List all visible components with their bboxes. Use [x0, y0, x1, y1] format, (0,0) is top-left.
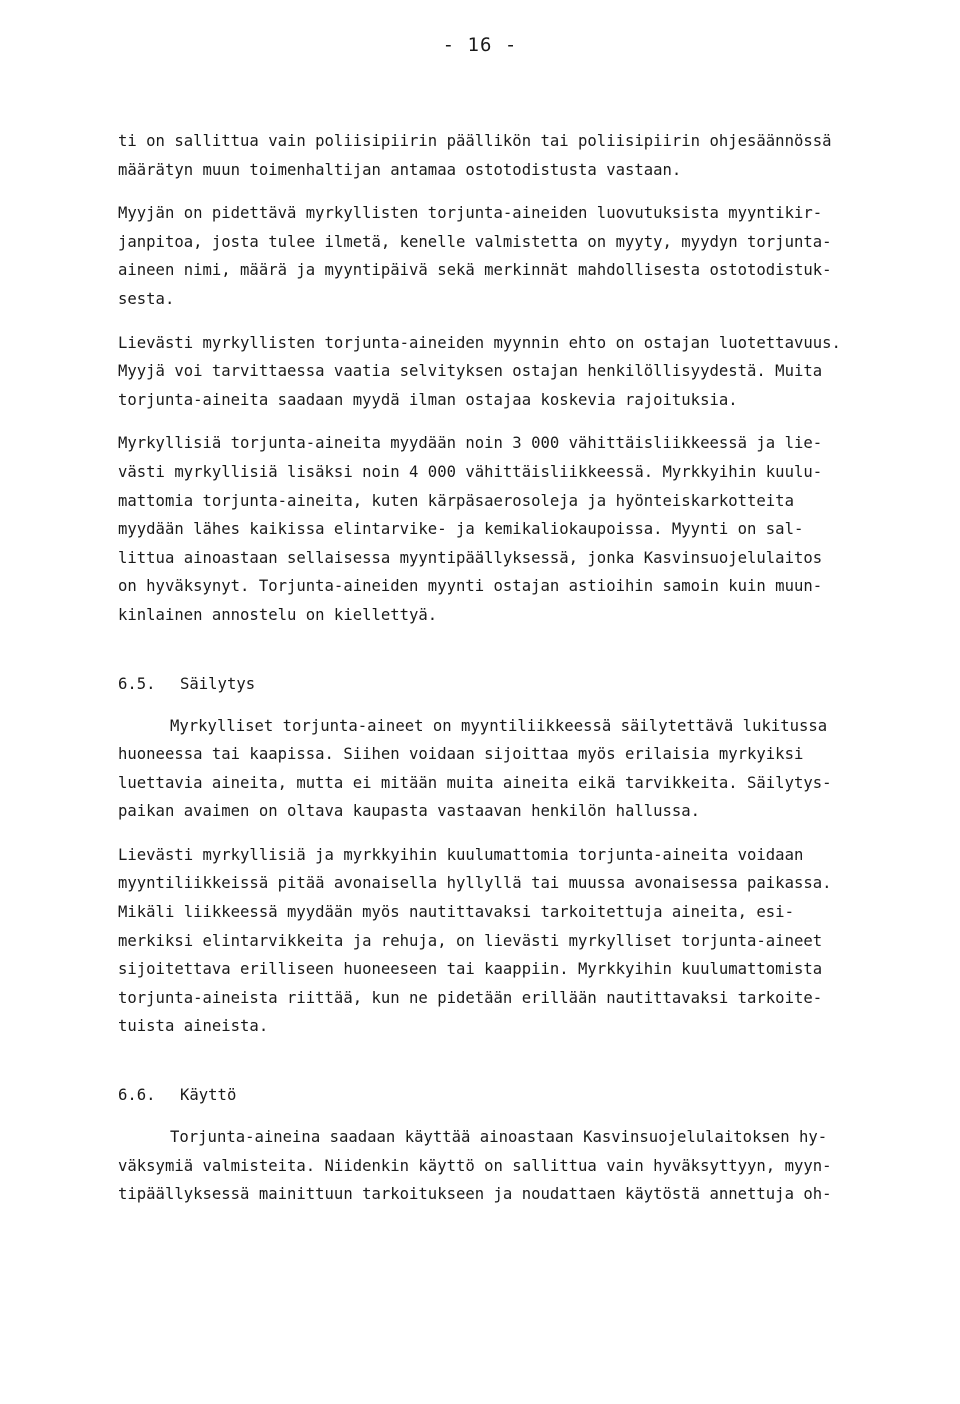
text-line: Lievästi myrkyllisten torjunta-aineiden myynnin ehto on ostajan luotettavuus. [118, 333, 841, 352]
text-line: tipäällyksessä mainittuun tarkoitukseen ja noudattaen käytöstä annettuja oh- [118, 1185, 832, 1204]
text-line: määrätyn muun toimenhaltijan antamaa ostotodistusta vastaan. [118, 160, 682, 179]
text-line: tuista aineista. [118, 1017, 269, 1036]
paragraph [118, 429, 918, 629]
text-line: Lievästi myrkyllisiä ja myrkkyihin kuulumattomia torjunta-aineita voidaan [118, 845, 804, 864]
text-line: Myrkylliset torjunta-aineet on myyntiliikkeessä säilytettävä lukitussa [170, 716, 828, 735]
text-line: Myrkyllisiä torjunta-aineita myydään noin 3 000 vähittäisliikkeessä ja lie- [118, 434, 823, 453]
text-line: sijoitettava erilliseen huoneeseen tai kaappiin. Myrkkyihin kuulumattomista [118, 960, 823, 979]
text-line: myyntiliikkeissä pitää avonaisella hyllyllä tai muussa avonaisessa paikassa. [118, 874, 832, 893]
text-line: paikan avaimen on oltava kaupasta vastaavan henkilön hallussa. [118, 802, 701, 821]
text-line: Myyjä voi tarvittaessa vaatia selvityksen ostajan henkilöllisyydestä. Muita [118, 362, 823, 381]
text-line: kinlainen annostelu on kiellettyä. [118, 605, 438, 624]
text-line: sesta. [118, 289, 175, 308]
paragraph [118, 841, 918, 1041]
section-number: 6.5. [118, 674, 156, 693]
text-line: myydään lähes kaikissa elintarvike- ja kemikaliokaupoissa. Myynti on sal- [118, 520, 804, 539]
text-line: on hyväksynyt. Torjunta-aineiden myynti ostajan astioihin samoin kuin muun- [118, 577, 823, 596]
text-line: aineen nimi, määrä ja myyntipäivä sekä merkinnät mahdollisesta ostotodistuk- [118, 261, 832, 280]
document-body [118, 127, 918, 1224]
text-line: janpitoa, josta tulee ilmetä, kenelle valmistetta on myyty, myydyn torjunta- [118, 232, 832, 251]
paragraph [118, 127, 918, 184]
page-number: - 16 - [442, 34, 518, 56]
paragraph [118, 712, 918, 826]
text-line: ti on sallittua vain poliisipiirin päällikön tai poliisipiirin ohjesäännössä [118, 132, 832, 150]
section-heading [118, 1081, 918, 1109]
text-line: mattomia torjunta-aineita, kuten kärpäsaerosoleja ja hyönteiskarkotteita [118, 491, 794, 510]
text-line: västi myrkyllisiä lisäksi noin 4 000 vähittäisliikkeessä. Myrkkyihin kuulu- [118, 462, 823, 481]
text-line: Torjunta-aineina saadaan käyttää ainoastaan Kasvinsuojelulaitoksen hy- [170, 1128, 828, 1147]
section-number: 6.6. [118, 1086, 156, 1105]
paragraph [118, 1123, 918, 1209]
section-title: Säilytys [180, 674, 256, 693]
text-line: luettavia aineita, mutta ei mitään muita aineita eikä tarvikkeita. Säilytys- [118, 773, 832, 792]
text-line: huoneessa tai kaapissa. Siihen voidaan sijoittaa myös erilaisia myrkyiksi [118, 745, 804, 764]
section-title: Käyttö [180, 1086, 237, 1105]
section-heading [118, 670, 918, 698]
text-line: merkiksi elintarvikkeita ja rehuja, on lievästi myrkylliset torjunta-aineet [118, 931, 823, 950]
text-line: torjunta-aineista riittää, kun ne pidetään erillään nautittavaksi tarkoite- [118, 988, 823, 1007]
text-line: littua ainoastaan sellaisessa myyntipäällyksessä, jonka Kasvinsuojelulaitos [118, 548, 823, 567]
text-line: Myyjän on pidettävä myrkyllisten torjunta-aineiden luovutuksista myyntikir- [118, 204, 823, 223]
text-line: Mikäli liikkeessä myydään myös nautittavaksi tarkoitettuja aineita, esi- [118, 903, 794, 922]
paragraph [118, 199, 918, 313]
text-line: torjunta-aineita saadaan myydä ilman ostajaa koskevia rajoituksia. [118, 390, 738, 409]
paragraph [118, 329, 918, 415]
text-line: väksymiä valmisteita. Niidenkin käyttö on sallittua vain hyväksyttyyn, myyn- [118, 1156, 832, 1175]
